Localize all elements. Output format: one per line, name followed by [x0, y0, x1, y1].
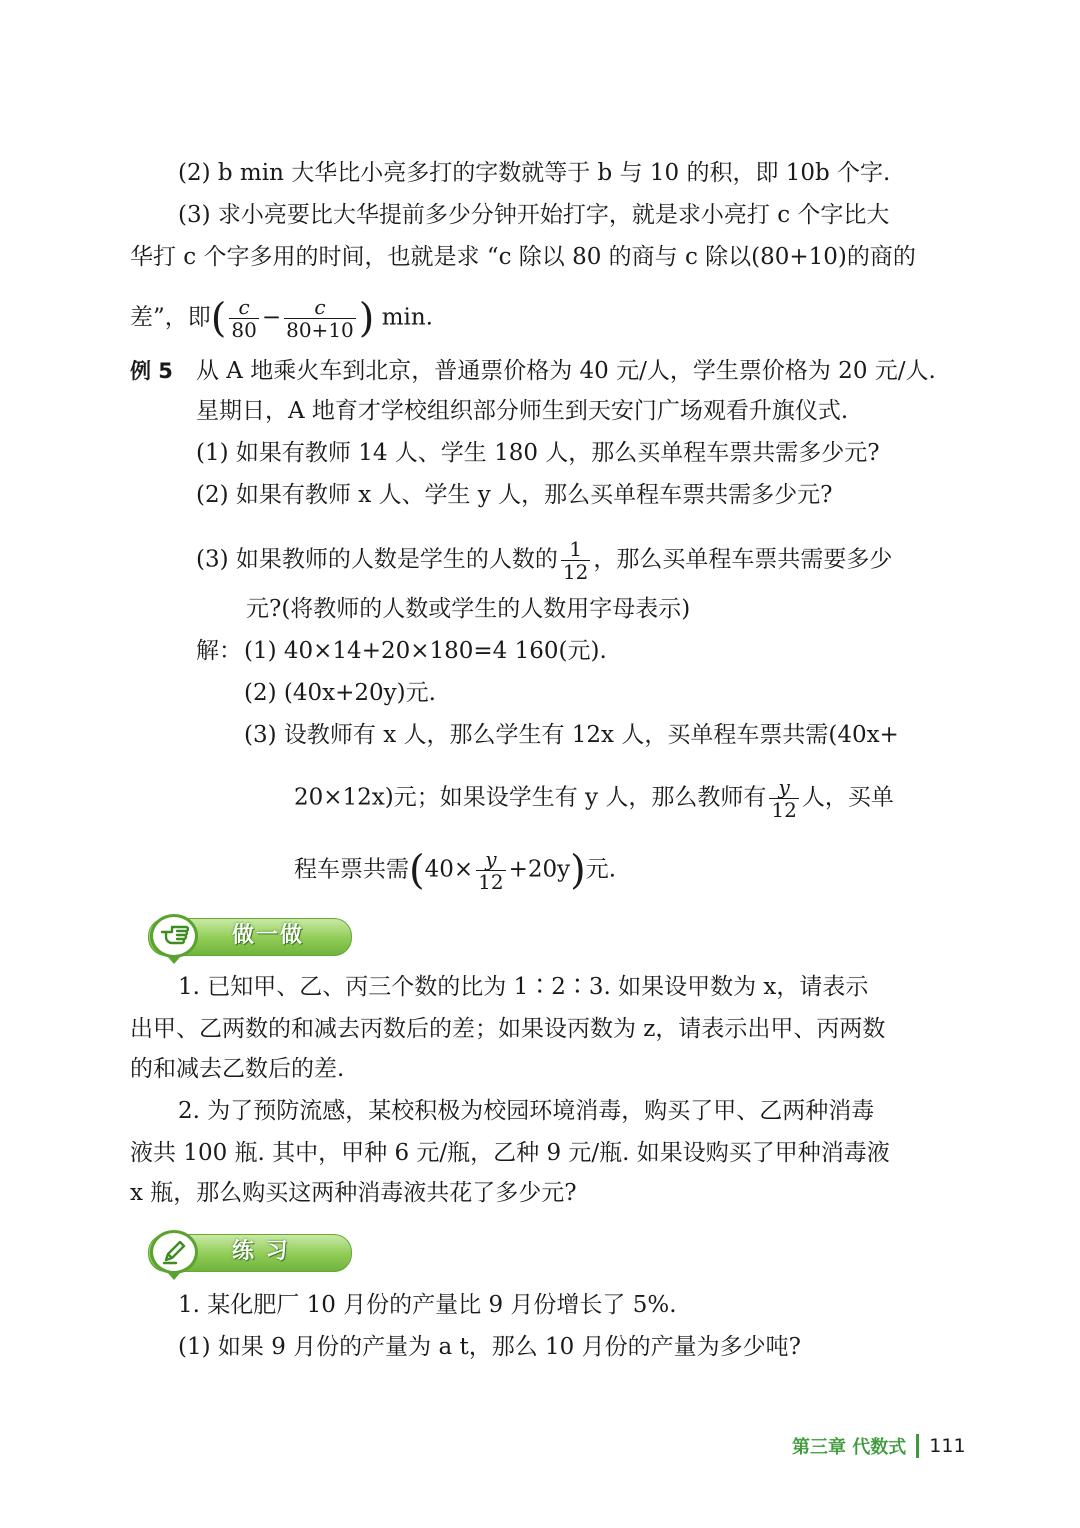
text-line: 星期日，A 地育才学校组织部分师生到天安门广场观看升旗仪式. — [196, 398, 849, 424]
text-line: (1) 如果 9 月份的产量为 a t，那么 10 月份的产量为多少吨? — [178, 1334, 801, 1360]
text-segment: (3) 如果教师的人数是学生的人数的 — [196, 546, 558, 573]
paren: ( — [210, 295, 227, 342]
solution-line: (1) 40×14+20×180=4 160(元). — [244, 638, 607, 664]
denominator: 80 — [231, 318, 257, 342]
text-line: 1. 已知甲、乙、丙三个数的比为 1∶2∶3. 如果设甲数为 x，请表示 — [178, 974, 869, 1000]
text-line: 华打 c 个字多用的时间，也就是求 “c 除以 80 的商与 c 除以(80+10)的商的 — [130, 244, 916, 270]
numerator: y — [485, 847, 497, 871]
text-line: 从 A 地乘火车到北京，普通票价格为 40 元/人，学生票价格为 20 元/人. — [196, 358, 936, 384]
text-line: 2. 为了预防流感，某校积极为校园环境消毒，购买了甲、乙两种消毒 — [178, 1098, 875, 1124]
text-segment: 差”，即 — [130, 304, 211, 331]
text-segment: ，那么买单程车票共需要多少 — [593, 546, 893, 573]
text-line: (3) 求小亮要比大华提前多少分钟开始打字，就是求小亮打 c 个字比大 — [178, 202, 890, 228]
paren: ) — [570, 847, 586, 894]
numerator: 1 — [569, 537, 582, 561]
footer-divider — [916, 1434, 919, 1458]
text-line: x 瓶，那么购买这两种消毒液共花了多少元? — [130, 1180, 577, 1206]
section-banner-zuoyizuo — [128, 914, 352, 958]
fraction — [284, 296, 356, 341]
text-segment: 20×12x)元；如果设学生有 y 人，那么教师有 — [294, 784, 767, 811]
numerator: c — [314, 295, 326, 319]
banner-circle — [150, 914, 198, 958]
text-segment: 程车票共需 — [294, 856, 409, 883]
numerator: y — [778, 775, 790, 799]
banner-title: 练 习 — [232, 1239, 290, 1264]
numerator: c — [238, 295, 250, 319]
paren: ) — [358, 295, 375, 342]
paren: ( — [409, 847, 425, 894]
solution-line — [294, 848, 616, 893]
text-line: 出甲、乙两数的和减去丙数后的差；如果设丙数为 z，请表示出甲、丙两数 — [130, 1016, 886, 1042]
text-line: 元?(将教师的人数或学生的人数用字母表示) — [246, 596, 691, 622]
solution-line — [294, 776, 894, 821]
fraction — [561, 538, 590, 583]
denominator: 12 — [478, 870, 504, 894]
text-segment: 人，买单 — [801, 784, 894, 811]
fraction — [769, 776, 798, 821]
question-line — [196, 538, 892, 583]
formula-line — [130, 296, 433, 341]
denominator: 12 — [562, 560, 589, 584]
text-line: 1. 某化肥厂 10 月份的产量比 9 月份增长了 5%. — [178, 1292, 677, 1318]
denominator: 12 — [771, 798, 797, 822]
question-line: (2) 如果有教师 x 人、学生 y 人，那么买单程车票共需多少元? — [196, 482, 833, 508]
text-line: (2) b min 大华比小亮多打的字数就等于 b 与 10 的积，即 10b 个字. — [178, 160, 891, 186]
solution-line: (2) (40x+20y)元. — [244, 680, 436, 706]
text-segment: +20y — [508, 856, 571, 883]
example-label: 例 5 — [130, 359, 173, 383]
solution-line: (3) 设教师有 x 人，那么学生有 12x 人，买单程车票共需(40x+ — [244, 722, 899, 748]
pointing-hand-icon — [159, 923, 189, 949]
pencil-icon — [160, 1238, 188, 1266]
banner-pointer — [167, 1272, 181, 1280]
fraction — [229, 296, 258, 341]
text-segment: min. — [381, 304, 433, 331]
text-line: 液共 100 瓶. 其中，甲种 6 元/瓶，乙种 9 元/瓶. 如果设购买了甲种消毒液 — [130, 1140, 890, 1166]
fraction — [476, 848, 505, 893]
denominator: 80+10 — [286, 318, 354, 342]
text-line: 的和减去乙数后的差. — [130, 1056, 345, 1082]
section-banner-lianxi — [128, 1230, 352, 1274]
text-segment: 元. — [585, 856, 617, 883]
chapter-title: 第三章 代数式 — [792, 1437, 907, 1458]
solution-label: 解： — [196, 638, 242, 664]
page-footer — [792, 1432, 966, 1460]
page-number: 111 — [929, 1435, 966, 1457]
operator: − — [261, 304, 282, 331]
question-line: (1) 如果有教师 14 人、学生 180 人，那么买单程车票共需多少元? — [196, 440, 880, 466]
banner-pointer — [167, 956, 181, 964]
banner-title: 做一做 — [232, 923, 305, 948]
text-segment: 40× — [424, 856, 474, 883]
banner-circle — [150, 1230, 198, 1274]
